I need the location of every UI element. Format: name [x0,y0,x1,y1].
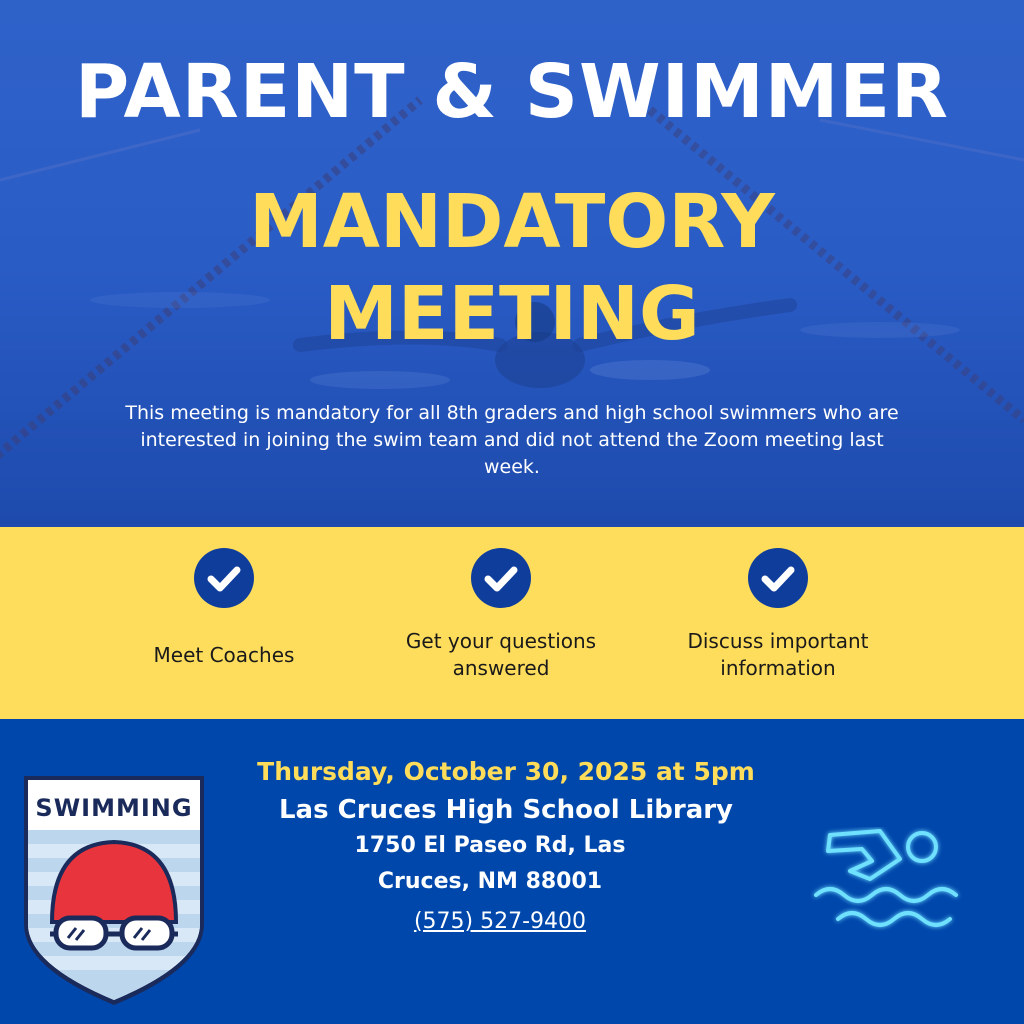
check-circle-icon [748,548,808,608]
check-circle-icon [194,548,254,608]
feature-label: Meet Coaches [153,643,295,667]
features-band [0,527,1024,719]
event-venue: Las Cruces High School Library [278,795,734,825]
event-phone-link[interactable]: (575) 527-9400 [413,909,587,934]
title-meeting: MEETING [324,271,700,357]
event-datetime: Thursday, October 30, 2025 at 5pm [257,757,755,786]
event-address-line2: Cruces, NM 88001 [377,869,603,894]
badge-text: SWIMMING [35,794,193,822]
event-address-line1: 1750 El Paseo Rd, Las [354,833,626,858]
feature-label: Get your questions answered [405,629,597,680]
check-circle-icon [471,548,531,608]
title-parent-swimmer: PARENT & SWIMMER [75,49,949,135]
swimming-badge-logo [22,774,206,1006]
intro-paragraph: This meeting is mandatory for all 8th graders and high school swimmers who are interested in joining the swim team and did not attend the Zoom meeting last week. [125,402,899,478]
swimmer-neon-icon [810,827,970,947]
feature-questions-answered [371,527,631,719]
title-mandatory-meeting [0,176,1024,360]
event-details-section [0,719,1024,1024]
feature-discuss-information [648,527,908,719]
feature-label: Discuss important information [687,629,869,680]
feature-meet-coaches [94,527,354,719]
title-mandatory: MANDATORY [249,179,775,265]
